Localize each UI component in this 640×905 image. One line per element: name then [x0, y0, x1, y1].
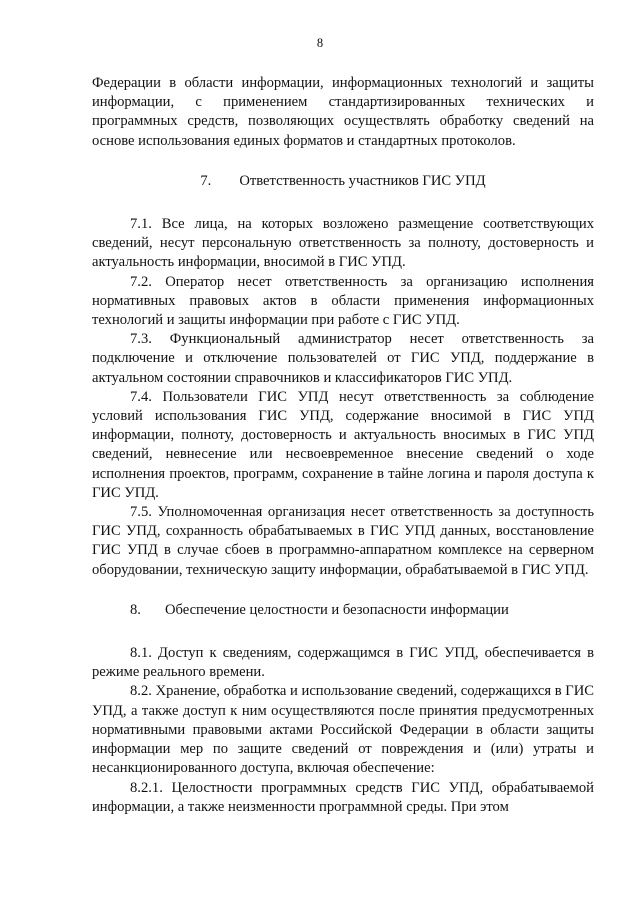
page-number: 8 — [316, 36, 324, 50]
section-7-title: Ответственность участников ГИС УПД — [239, 172, 486, 189]
paragraph-7-5: 7.5. Уполномоченная организация несет ответственность за доступность ГИС УПД, сохранность обрабатываемых в ГИС УПД данных, восстановление ГИС УПД в случае сбоев в программно-аппаратном комплексе на серверном оборудовании, техническую защиту информации, обрабатываемой в ГИС УПД. — [92, 504, 594, 578]
paragraph-8-1: 8.1. Доступ к сведениям, содержащимся в ГИС УПД, обеспечивается в режиме реального времени. — [92, 645, 594, 681]
paragraph-7-3: 7.3. Функциональный администратор несет ответственность за подключение и отключение пользователей от ГИС УПД, поддержание в актуальном состоянии справочников и классификаторов ГИС УПД. — [92, 331, 594, 386]
paragraph-7-1: 7.1. Все лица, на которых возложено размещение соответствующих сведений, несут персональную ответственность за полноту, достоверность и актуальность информации, вносимой в ГИС УПД. — [92, 216, 594, 271]
section-8-number: 8. — [130, 601, 141, 618]
paragraph-8-2: 8.2. Хранение, обработка и использование сведений, содержащихся в ГИС УПД, а также доступ к ним осуществляются после принятия предусмотренных нормативными правовыми актами Российской Федерации в области защиты информации мер по защите сведений от повреждения и (или) утраты и несанкционированного доступа, включая обеспечение: — [92, 683, 594, 777]
section-7-number: 7. — [200, 172, 212, 189]
page-content — [92, 74, 594, 817]
intro-paragraph: Федерации в области информации, информационных технологий и защиты информации, с применением стандартизированных технических и программных средств, позволяющих осуществлять обработку сведений на основе использования единых форматов и стандартных протоколов. — [92, 75, 594, 149]
section-8-title: Обеспечение целостности и безопасности информации — [164, 601, 509, 618]
section-8-heading — [92, 601, 594, 620]
section-7-heading — [92, 172, 594, 191]
paragraph-7-2: 7.2. Оператор несет ответственность за организацию исполнения нормативных правовых актов в области применения информационных технологий и защиты информации при работе с ГИС УПД. — [92, 273, 594, 329]
paragraph-8-2-1: 8.2.1. Целостности программных средств ГИС УПД, обрабатываемой информации, а также неизменности программной среды. При этом — [92, 779, 594, 815]
paragraph-7-4: 7.4. Пользователи ГИС УПД несут ответственность за соблюдение условий использования ГИС УПД, содержание вносимой в ГИС УПД информации, полноту, достоверность и актуальность вносимых в ГИС УПД сведений, невнесение или несвоевременное внесение сведений о ходе исполнения проектов, программ, сохранение в тайне логина и пароля доступа к ГИС УПД. — [92, 388, 594, 501]
